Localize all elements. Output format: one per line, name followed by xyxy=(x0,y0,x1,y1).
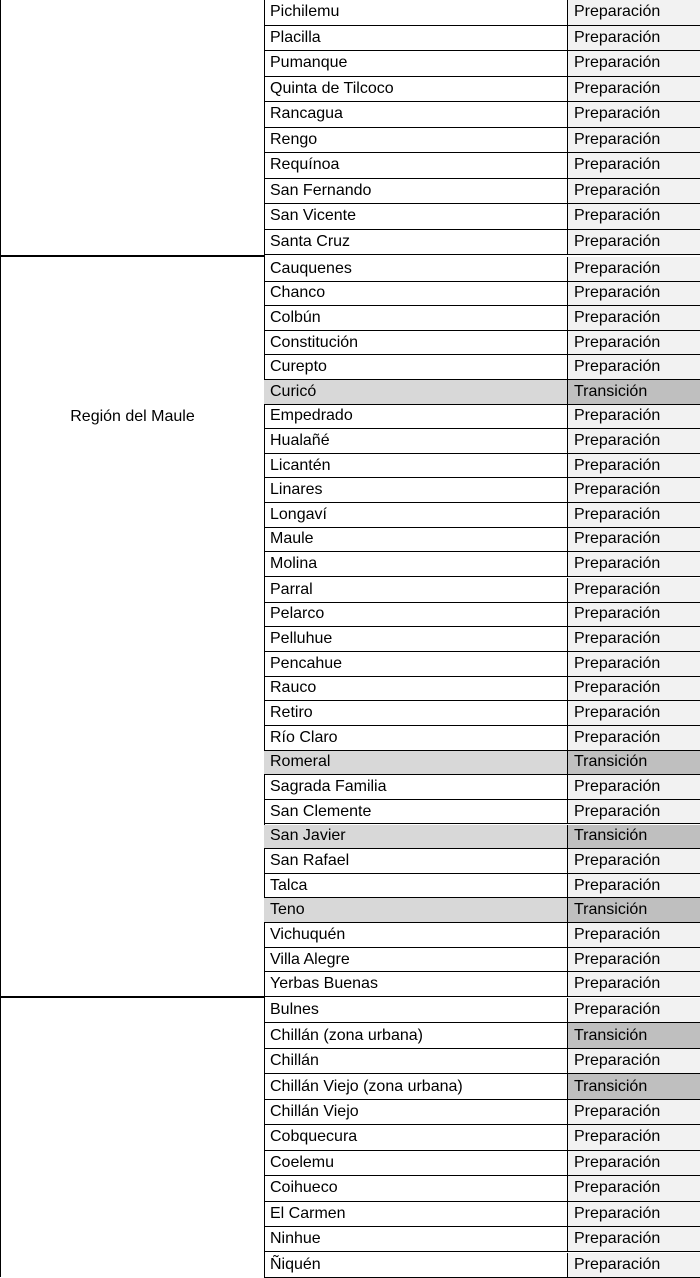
table-row xyxy=(264,0,700,26)
phase-value: Preparación xyxy=(567,153,700,178)
phase-value: Preparación xyxy=(567,230,700,254)
commune-name: Cobquecura xyxy=(270,1128,358,1146)
phase-value: Preparación xyxy=(567,775,700,799)
phase-value: Preparación xyxy=(567,923,700,947)
region-cell-nuble xyxy=(0,998,264,1277)
phase-value: Preparación xyxy=(567,503,700,527)
table-row xyxy=(264,204,700,230)
phase-value: Transición xyxy=(567,1074,700,1098)
table-row xyxy=(264,972,700,997)
commune-name: Constitución xyxy=(270,333,359,351)
table-row xyxy=(264,503,700,528)
table-row xyxy=(264,528,700,553)
phase-value: Transición xyxy=(567,1023,700,1047)
commune-name: Chillán xyxy=(270,1052,319,1070)
table-row xyxy=(264,652,700,677)
commune-name: Chillán Viejo xyxy=(270,1103,359,1121)
region-cell-ohiggins xyxy=(0,0,264,256)
phase-value: Preparación xyxy=(567,454,700,478)
table-row xyxy=(264,257,700,282)
table-row xyxy=(264,578,700,603)
phase-value: Preparación xyxy=(567,627,700,651)
phase-value: Preparación xyxy=(567,552,700,576)
commune-name: Hualañé xyxy=(270,431,330,449)
region-cell-maule xyxy=(0,257,264,577)
table-row xyxy=(264,454,700,479)
phase-value: Preparación xyxy=(567,578,700,602)
table-row xyxy=(264,825,700,850)
phase-value: Preparación xyxy=(567,701,700,725)
table-row xyxy=(264,230,700,255)
commune-name: San Fernando xyxy=(270,181,372,199)
phase-value: Preparación xyxy=(567,204,700,229)
phase-value: Preparación xyxy=(567,998,700,1022)
commune-name: Coihueco xyxy=(270,1179,338,1197)
phase-value: Preparación xyxy=(567,1151,700,1175)
table-row xyxy=(264,1125,700,1150)
commune-name: Maule xyxy=(270,530,314,548)
table-row xyxy=(264,552,700,577)
commune-name: Chillán Viejo (zona urbana) xyxy=(270,1077,463,1095)
phase-value: Preparación xyxy=(567,1125,700,1149)
table-row xyxy=(264,677,700,702)
commune-name: Pelluhue xyxy=(270,630,333,648)
phase-value: Preparación xyxy=(567,1227,700,1251)
phase-value: Preparación xyxy=(567,405,700,429)
commune-name: Curicó xyxy=(264,380,567,404)
commune-name: Chanco xyxy=(270,284,326,302)
table-row xyxy=(264,26,700,52)
phase-value: Preparación xyxy=(567,528,700,552)
phase-value: Preparación xyxy=(567,26,700,51)
table-row xyxy=(264,775,700,800)
commune-name: Rauco xyxy=(270,679,317,697)
phase-value: Preparación xyxy=(567,972,700,996)
commune-name: Santa Cruz xyxy=(270,232,351,250)
commune-name: Yerbas Buenas xyxy=(270,975,378,993)
commune-name: Pichilemu xyxy=(270,3,340,21)
table-row xyxy=(264,1227,700,1252)
table-row xyxy=(264,1100,700,1125)
table-row xyxy=(264,627,700,652)
region-cell-maule-continued xyxy=(0,577,264,996)
table-row xyxy=(264,726,700,751)
commune-name: Retiro xyxy=(270,704,313,722)
table-row xyxy=(264,1049,700,1074)
commune-name: San Clemente xyxy=(270,802,372,820)
table-row xyxy=(264,380,700,405)
table-row xyxy=(264,1176,700,1201)
commune-name: Río Claro xyxy=(270,728,338,746)
commune-name: Ninhue xyxy=(270,1230,321,1248)
phase-value: Transición xyxy=(567,825,700,849)
commune-name: San Vicente xyxy=(270,207,356,225)
commune-name: Coelemu xyxy=(270,1153,335,1171)
commune-name: Molina xyxy=(270,554,318,572)
phase-value: Preparación xyxy=(567,257,700,281)
table-row xyxy=(264,306,700,331)
commune-name: Rancagua xyxy=(270,105,343,123)
table-row xyxy=(264,179,700,205)
table-row xyxy=(264,1151,700,1176)
commune-name: Teno xyxy=(264,898,567,922)
commune-name: Bulnes xyxy=(270,1001,319,1019)
commune-name: San Javier xyxy=(264,825,567,849)
phase-value: Preparación xyxy=(567,102,700,127)
commune-name: Chillán (zona urbana) xyxy=(270,1026,423,1044)
table-row xyxy=(264,948,700,973)
phase-value: Preparación xyxy=(567,331,700,355)
commune-name: Talca xyxy=(270,876,308,894)
commune-name: Placilla xyxy=(270,28,321,46)
phase-value: Preparación xyxy=(567,128,700,153)
commune-name: Pencahue xyxy=(270,654,343,672)
commune-name: Licantén xyxy=(270,456,331,474)
table-row xyxy=(264,751,700,776)
phase-value: Preparación xyxy=(567,77,700,102)
phase-value: Transición xyxy=(567,751,700,775)
commune-name: Vichuquén xyxy=(270,925,346,943)
commune-name: Romeral xyxy=(264,751,567,775)
phase-value: Preparación xyxy=(567,179,700,204)
commune-name: Sagrada Familia xyxy=(270,778,387,795)
phase-value: Preparación xyxy=(567,306,700,330)
phase-value: Preparación xyxy=(567,1176,700,1200)
phase-value: Preparación xyxy=(567,1049,700,1073)
phase-value: Preparación xyxy=(567,652,700,676)
commune-name: San Rafael xyxy=(270,851,350,869)
phase-value: Preparación xyxy=(567,677,700,701)
table-row xyxy=(264,1074,700,1099)
table-row xyxy=(264,874,700,899)
phase-value: Preparación xyxy=(567,429,700,453)
region-label: Región del Maule xyxy=(70,408,195,425)
table-row xyxy=(264,998,700,1023)
phase-value: Preparación xyxy=(567,800,700,824)
phase-value: Transición xyxy=(567,898,700,922)
commune-name: Rengo xyxy=(270,130,318,148)
phase-value: Preparación xyxy=(567,355,700,379)
table-row xyxy=(264,701,700,726)
commune-name: Pelarco xyxy=(270,605,325,623)
commune-name: Parral xyxy=(270,580,313,598)
commune-name: Curepto xyxy=(270,358,327,376)
table-row xyxy=(264,128,700,154)
table-row xyxy=(264,282,700,307)
commune-name: Villa Alegre xyxy=(270,950,350,968)
phase-value: Preparación xyxy=(567,478,700,502)
phase-value: Preparación xyxy=(567,0,700,25)
phase-value: Preparación xyxy=(567,51,700,76)
table-row xyxy=(264,898,700,923)
commune-name: Pumanque xyxy=(270,54,348,72)
table-row xyxy=(264,429,700,454)
phase-value: Preparación xyxy=(567,1100,700,1124)
table-row xyxy=(264,1202,700,1227)
phase-value: Preparación xyxy=(567,849,700,873)
table-row xyxy=(264,405,700,430)
table-row xyxy=(264,331,700,356)
commune-name: Cauquenes xyxy=(270,259,352,277)
commune-name: El Carmen xyxy=(270,1204,346,1222)
table-row xyxy=(264,1023,700,1048)
table-row xyxy=(264,355,700,380)
phase-value: Preparación xyxy=(567,603,700,627)
commune-name: Quinta de Tilcoco xyxy=(270,79,394,97)
commune-name: Linares xyxy=(270,481,323,499)
commune-name: Ñiquén xyxy=(270,1255,321,1273)
table-row xyxy=(264,77,700,103)
table-row xyxy=(264,923,700,948)
commune-name: Longaví xyxy=(270,505,327,523)
phase-value: Preparación xyxy=(567,282,700,306)
phase-value: Transición xyxy=(567,380,700,404)
table-row xyxy=(264,478,700,503)
table-row xyxy=(264,153,700,179)
table-row xyxy=(264,800,700,825)
phase-value: Preparación xyxy=(567,948,700,972)
commune-name: Empedrado xyxy=(270,407,353,425)
phase-value: Preparación xyxy=(567,1202,700,1226)
table-row xyxy=(264,1253,700,1278)
phase-value: Preparación xyxy=(567,726,700,750)
commune-name: Requínoa xyxy=(270,156,340,174)
phase-value: Preparación xyxy=(567,1253,700,1277)
table-row xyxy=(264,102,700,128)
table-row xyxy=(264,849,700,874)
table-row xyxy=(264,51,700,77)
table-row xyxy=(264,603,700,628)
commune-name: Colbún xyxy=(270,308,321,326)
phase-value: Preparación xyxy=(567,874,700,898)
